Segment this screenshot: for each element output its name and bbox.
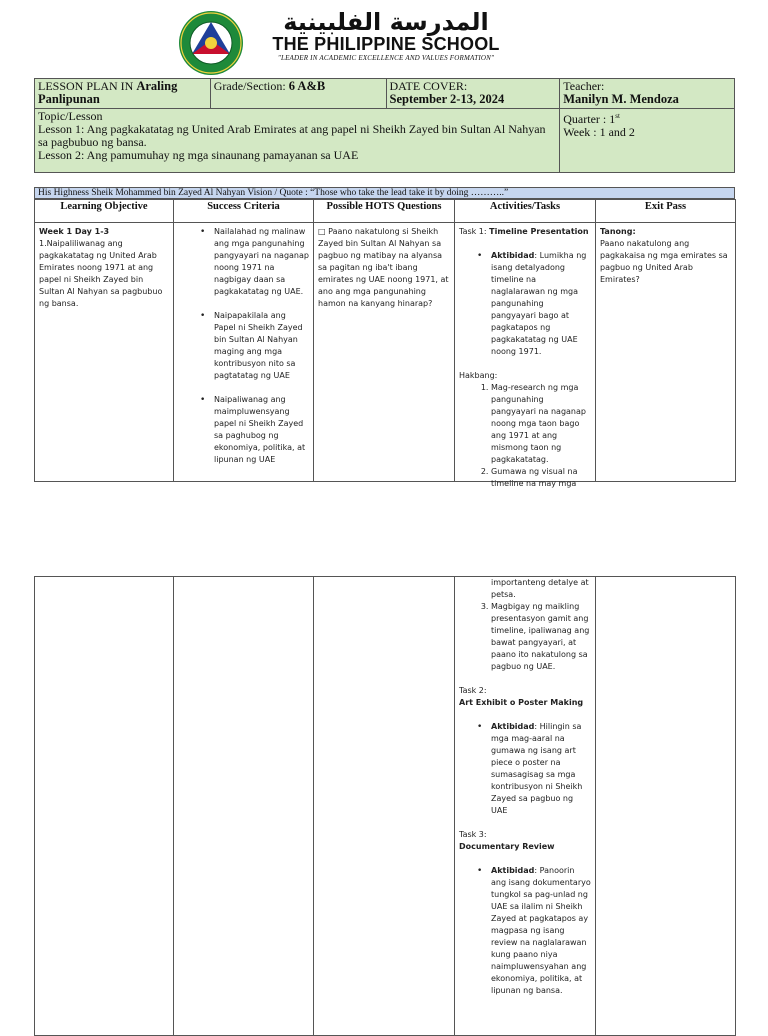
grade-cell: Grade/Section: 6 A&B	[210, 79, 386, 109]
arabic-school-name: المدرسة الفلبينية	[283, 8, 489, 36]
objective-text: 1.Naipaliliwanag ang pagkakatatag ng United Arab Emirates noong 1971 at ang papel ni Sheikh Zayed bin Sultan Al Nahyan sa pagbubuo ng bansa.	[39, 239, 163, 308]
col-exit-pass: Exit Pass	[596, 200, 736, 223]
col-hots-questions: Possible HOTS Questions	[314, 200, 455, 223]
hots-cell	[314, 223, 455, 482]
school-logo	[178, 10, 244, 76]
task1-activity: : Lumikha ng isang detalyadong timeline na naglalarawan ng mga pangunahing pangyayari bago at pagkatapos ng pagkakatatag ng UAE noong 1971.	[491, 251, 587, 356]
criteria-cell-cont	[174, 577, 314, 1036]
task3-activity: : Panoorin ang isang dokumentaryo tungkol sa pag-unlad ng UAE sa ilalim ni Sheikh Zayed at pagkatapos ay magpasa ng isang review na naglalarawan kung paano niya naimpluwensyahan ang ekonomiya, politika, at lipunan ng bansa.	[491, 866, 591, 995]
exit-question: Paano nakatulong ang pagkakaisa ng mga emirates sa pagbuo ng United Arab Emirates?	[600, 239, 728, 284]
lesson-grid-page-1	[34, 199, 736, 488]
step-continued: importanteng detalye at petsa.	[491, 578, 589, 599]
date-cell: DATE COVER: September 2-13, 2024	[386, 79, 560, 109]
task2-title: Art Exhibit o Poster Making	[459, 698, 584, 707]
task1-title: Timeline Presentation	[489, 227, 589, 236]
objective-title: Week 1 Day 1-3	[39, 227, 110, 236]
exit-pass-cell	[596, 223, 736, 482]
topic-cell	[35, 109, 560, 173]
subject: Araling	[136, 79, 178, 93]
step-item: 3. Magbigay ng maikling presentasyon gamit ang timeline, ipaliwanag ang bawat pangyayari, at paano ito nakatulong sa pagbuo ng UAE.	[491, 601, 591, 673]
activities-cell: Task 1: Timeline Presentation • Aktibidad: Lumikha ng isang detalyadong timeline na naglalarawan ng mga pangunahing pangyayari bago at pagkatapos ng pagkakatatag ng UAE noong 1971. Hakbang: 1. Mag-research ng mga pangunahing pangyayari na naganap noong mga taon bago ang 1971 at ang mismong taon ng pagkakatatag. 2. Gumawa ng visual na timeline na may mga	[455, 223, 596, 482]
topic-label: Topic/Lesson	[38, 109, 103, 123]
criteria-cell	[174, 223, 314, 482]
exit-pass-cell-cont	[596, 577, 736, 1036]
hakbang-label: Hakbang:	[459, 371, 498, 380]
task2-activity: : Hilingin sa mga mag-aaral na gumawa ng isang art piece o poster na sumasagisag sa mga kontribusyon ni Sheikh Zayed sa pagbuo ng UAE	[491, 722, 583, 815]
hots-question: Paano nakatulong si Sheikh Zayed bin Sultan Al Nahyan sa pagbuo ng matibay na alyansa sa pagitan ng iba't ibang emirates ng UAE noong 1971, at ano ang mga pangunahing hamon na kanyang hinarap?	[318, 227, 449, 308]
hots-cell-cont	[314, 577, 455, 1036]
criteria-item: • Naipapakilala ang Papel ni Sheikh Zayed bin Sultan Al Nahyan maging ang mga kontribusyon nito sa pagtatatag ng UAE	[214, 310, 309, 382]
exit-title: Tanong:	[600, 227, 636, 236]
date-value: September 2-13, 2024	[389, 92, 505, 106]
teacher-name: Manilyn M. Mendoza	[563, 92, 679, 106]
lesson-2: Lesson 2: Ang pamumuhay ng mga sinaunang pamayanan sa UAE	[38, 148, 359, 162]
col-activities: Activities/Tasks	[455, 200, 596, 223]
quarter: Quarter : 1	[563, 112, 616, 126]
criteria-item: • Nailalahad ng malinaw ang mga pangunahing pangyayari na naganap noong 1971 na nagbigay daan sa pagkakatatag ng UAE.	[214, 226, 309, 298]
lesson-1: Lesson 1: Ang pagkakatatag ng United Arab Emirates at ang papel ni Sheikh Zayed bin Sultan Al Nahyan sa pagbubuo ng bansa.	[38, 122, 546, 149]
quarter-cell: Quarter : 1st Week : 1 and 2	[560, 109, 735, 173]
teacher-cell: Teacher: Manilyn M. Mendoza	[560, 79, 735, 109]
school-name: THE PHILIPPINE SCHOOL	[272, 34, 500, 54]
school-motto: "LEADER IN ACADEMIC EXCELLENCE AND VALUES FORMATION"	[277, 54, 495, 62]
col-success-criteria: Success Criteria	[174, 200, 314, 223]
week: Week : 1 and 2	[563, 125, 635, 139]
grade-value: 6 A&B	[288, 79, 326, 93]
task3-title: Documentary Review	[459, 842, 555, 851]
lesson-info-table	[34, 78, 735, 173]
step-item: 2. Gumawa ng visual na timeline na may mga	[491, 466, 591, 490]
step-item: 1. Mag-research ng mga pangunahing pangyayari na naganap noong mga taon bago ang 1971 at ang mismong taon ng pagkakatatag.	[491, 382, 591, 466]
objective-cell-cont	[35, 577, 174, 1036]
criteria-item: • Naipaliwanag ang maimpluwensyang papel ni Sheikh Zayed sa paghubog ng ekonomiya, politika, at lipunan ng UAE	[214, 394, 309, 466]
objective-cell	[35, 223, 174, 482]
lesson-grid-page-2	[34, 576, 736, 1036]
box-icon: □	[318, 227, 326, 236]
lesson-plan-cell: LESSON PLAN IN Araling Panlipunan	[35, 79, 211, 109]
vision-quote: His Highness Sheik Mohammed bin Zayed Al Nahyan Vision / Quote : “Those who take the lead take it by doing ………..”	[34, 187, 735, 199]
activities-cell-cont: importanteng detalye at petsa. 3. Magbigay ng maikling presentasyon gamit ang timeline, ipaliwanag ang bawat pangyayari, at paano ito nakatulong sa pagbuo ng UAE. Task 2: Art Exhibit o Poster Making • Aktibidad: Hilingin sa mga mag-aaral na gumawa ng isang art piece o poster na sumasagisag sa mga kontribusyon ni Sheikh Zayed sa pagbuo ng UAE Task 3: Documentary Review • Aktibidad: Panoorin ang isang dokumentaryo tungkol sa pag-unlad ng UAE sa ilalim ni Sheikh Zayed at pagkatapos ay magpasa ng isang review na naglalarawan kung paano niya naimpluwensyahan ang ekonomiya, politika, at lipunan ng bansa.	[455, 577, 596, 1036]
col-learning-objective: Learning Objective	[35, 200, 174, 223]
